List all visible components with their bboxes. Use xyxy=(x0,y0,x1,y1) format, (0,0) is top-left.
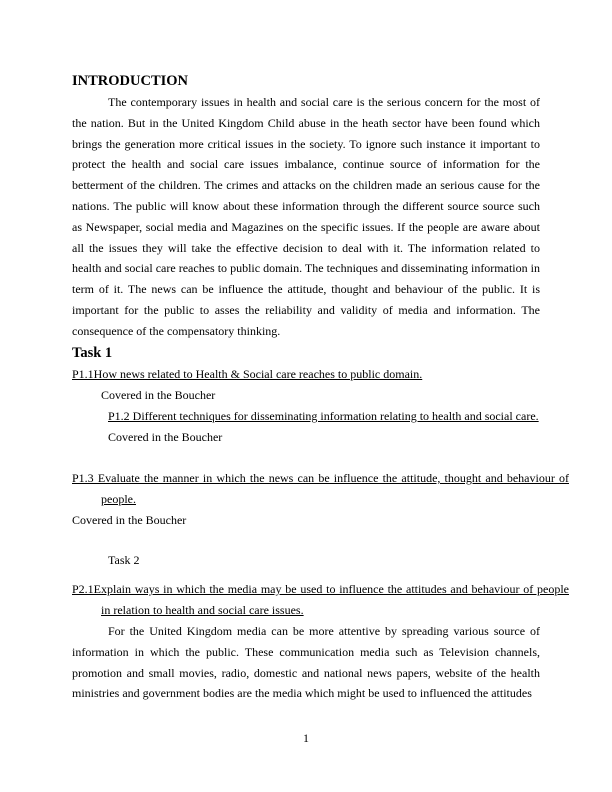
p13-note: Covered in the Boucher xyxy=(72,513,187,527)
intro-heading: INTRODUCTION xyxy=(72,73,189,89)
task1-heading: Task 1 xyxy=(72,345,113,361)
intro-paragraph: The contemporary issues in health and social care is the serious concern for the most of the nation. But in the United Kingdom Child abuse in the heath sector have been found which brings the generation more critical issues in the society. To ignore such instance it important to protect the health and social care issues imbalance, continue source of information for the betterment of the children. The crimes and attacks on the children made an serious cause for the nations. The public will know about these information through the different source source such as Newspaper, social media and Magazines on the specific issues. If the people are aware about all the issues they will take the effective decision to deal with it. The information related to health and social care reaches to public domain. The techniques and disseminating information in term of it. The news can be influence the attitude, thought and behaviour of the public. It is important for the public to asses the reliability and validity of media and information. The consequence of the compensatory thinking. xyxy=(72,95,540,338)
page-number: 1 xyxy=(303,731,309,745)
p21-title: P2.1Explain ways in which the media may be used to influence the attitudes and behaviour of people in relation to health and social care issues. xyxy=(72,582,569,617)
task2-heading: Task 2 xyxy=(108,553,140,567)
p12-title: P1.2 Different techniques for disseminating information relating to health and social care. xyxy=(108,409,539,423)
task2-paragraph: For the United Kingdom media can be more attentive by spreading various source of information in which the public. These communication media such as Television channels, promotion and small movies, radio, domestic and national news papers, website of the health ministries and government bodies are the media which might be used to influenced the attitudes xyxy=(72,624,540,701)
p11-note: Covered in the Boucher xyxy=(101,388,216,402)
p12-note: Covered in the Boucher xyxy=(108,430,223,444)
p11-title: P1.1How news related to Health & Social care reaches to public domain. xyxy=(72,367,423,381)
p13-title: P1.3 Evaluate the manner in which the news can be influence the attitude, thought and behaviour of people. xyxy=(72,471,569,506)
